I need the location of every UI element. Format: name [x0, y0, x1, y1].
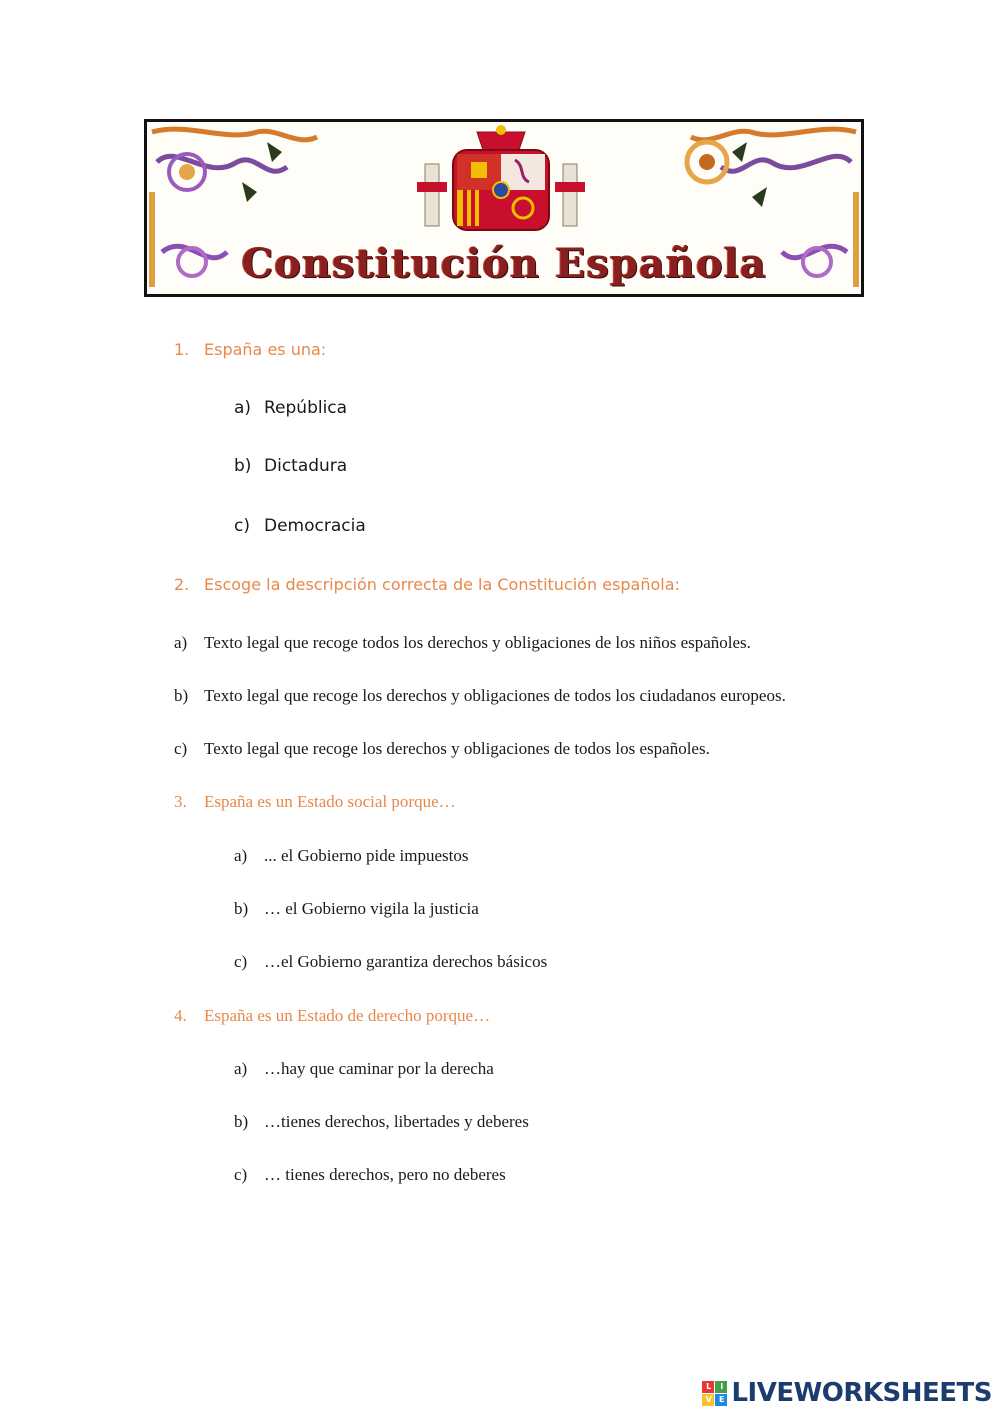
question-text: España es un Estado de derecho porque… — [204, 1006, 491, 1025]
liveworksheets-logo-icon — [702, 1381, 727, 1406]
option-text: ... el Gobierno pide impuestos — [264, 846, 469, 865]
option-letter: c) — [234, 516, 250, 536]
option-letter: b) — [174, 686, 189, 705]
option-letter: a) — [174, 633, 188, 652]
question-text: España es una: — [204, 340, 327, 359]
question-1-option-b[interactable] — [234, 456, 347, 476]
option-text: Texto legal que recoge los derechos y obligaciones de todos los ciudadanos europeos. — [204, 686, 786, 705]
question-1-option-a[interactable] — [234, 398, 347, 418]
option-text: … el Gobierno vigila la justicia — [264, 899, 479, 918]
option-letter: c) — [234, 952, 248, 971]
question-2 — [174, 575, 680, 594]
question-number: 1. — [174, 340, 190, 359]
option-text: … tienes derechos, pero no deberes — [264, 1165, 506, 1184]
option-letter: a) — [234, 398, 252, 418]
option-text: Dictadura — [264, 456, 348, 476]
option-letter: c) — [174, 739, 188, 758]
question-3-option-a[interactable] — [234, 846, 468, 866]
logo-letter: E — [715, 1394, 727, 1406]
question-4-option-a[interactable] — [234, 1059, 494, 1079]
coat-of-arms — [417, 125, 585, 230]
option-text: …tienes derechos, libertades y deberes — [264, 1112, 529, 1131]
constitution-banner — [144, 119, 864, 297]
question-number: 4. — [174, 1006, 187, 1025]
option-text: Texto legal que recoge los derechos y obligaciones de todos los españoles. — [204, 739, 710, 758]
question-4-option-c[interactable] — [234, 1165, 506, 1185]
question-4-option-b[interactable] — [234, 1112, 529, 1132]
question-2-option-a[interactable] — [174, 633, 751, 653]
option-letter: a) — [234, 1059, 248, 1078]
option-letter: b) — [234, 456, 252, 476]
question-2-option-b[interactable] — [174, 686, 786, 706]
logo-letter: I — [715, 1381, 727, 1393]
question-1 — [174, 340, 326, 359]
question-3-option-c[interactable] — [234, 952, 547, 972]
option-text: …hay que caminar por la derecha — [264, 1059, 494, 1078]
question-number: 3. — [174, 792, 187, 811]
option-letter: a) — [234, 846, 248, 865]
option-text: Democracia — [264, 516, 366, 536]
option-letter: b) — [234, 1112, 249, 1131]
brand-name: LIVEWORKSHEETS — [731, 1378, 992, 1408]
question-1-option-c[interactable] — [234, 516, 366, 536]
question-2-option-c[interactable] — [174, 739, 710, 759]
logo-letter: L — [702, 1381, 714, 1393]
banner-title: Constitución Española — [241, 240, 767, 287]
question-text: España es un Estado social porque… — [204, 792, 456, 811]
option-text: …el Gobierno garantiza derechos básicos — [264, 952, 548, 971]
question-4 — [174, 1006, 490, 1026]
question-3 — [174, 792, 456, 812]
question-3-option-b[interactable] — [234, 899, 479, 919]
question-number: 2. — [174, 575, 190, 594]
logo-letter: V — [702, 1394, 714, 1406]
liveworksheets-brand[interactable] — [702, 1378, 992, 1408]
option-text: Texto legal que recoge todos los derechos y obligaciones de los niños españoles. — [204, 633, 751, 652]
option-letter: b) — [234, 899, 249, 918]
question-text: Escoge la descripción correcta de la Constitución española: — [204, 575, 680, 594]
option-letter: c) — [234, 1165, 248, 1184]
option-text: República — [264, 398, 348, 418]
